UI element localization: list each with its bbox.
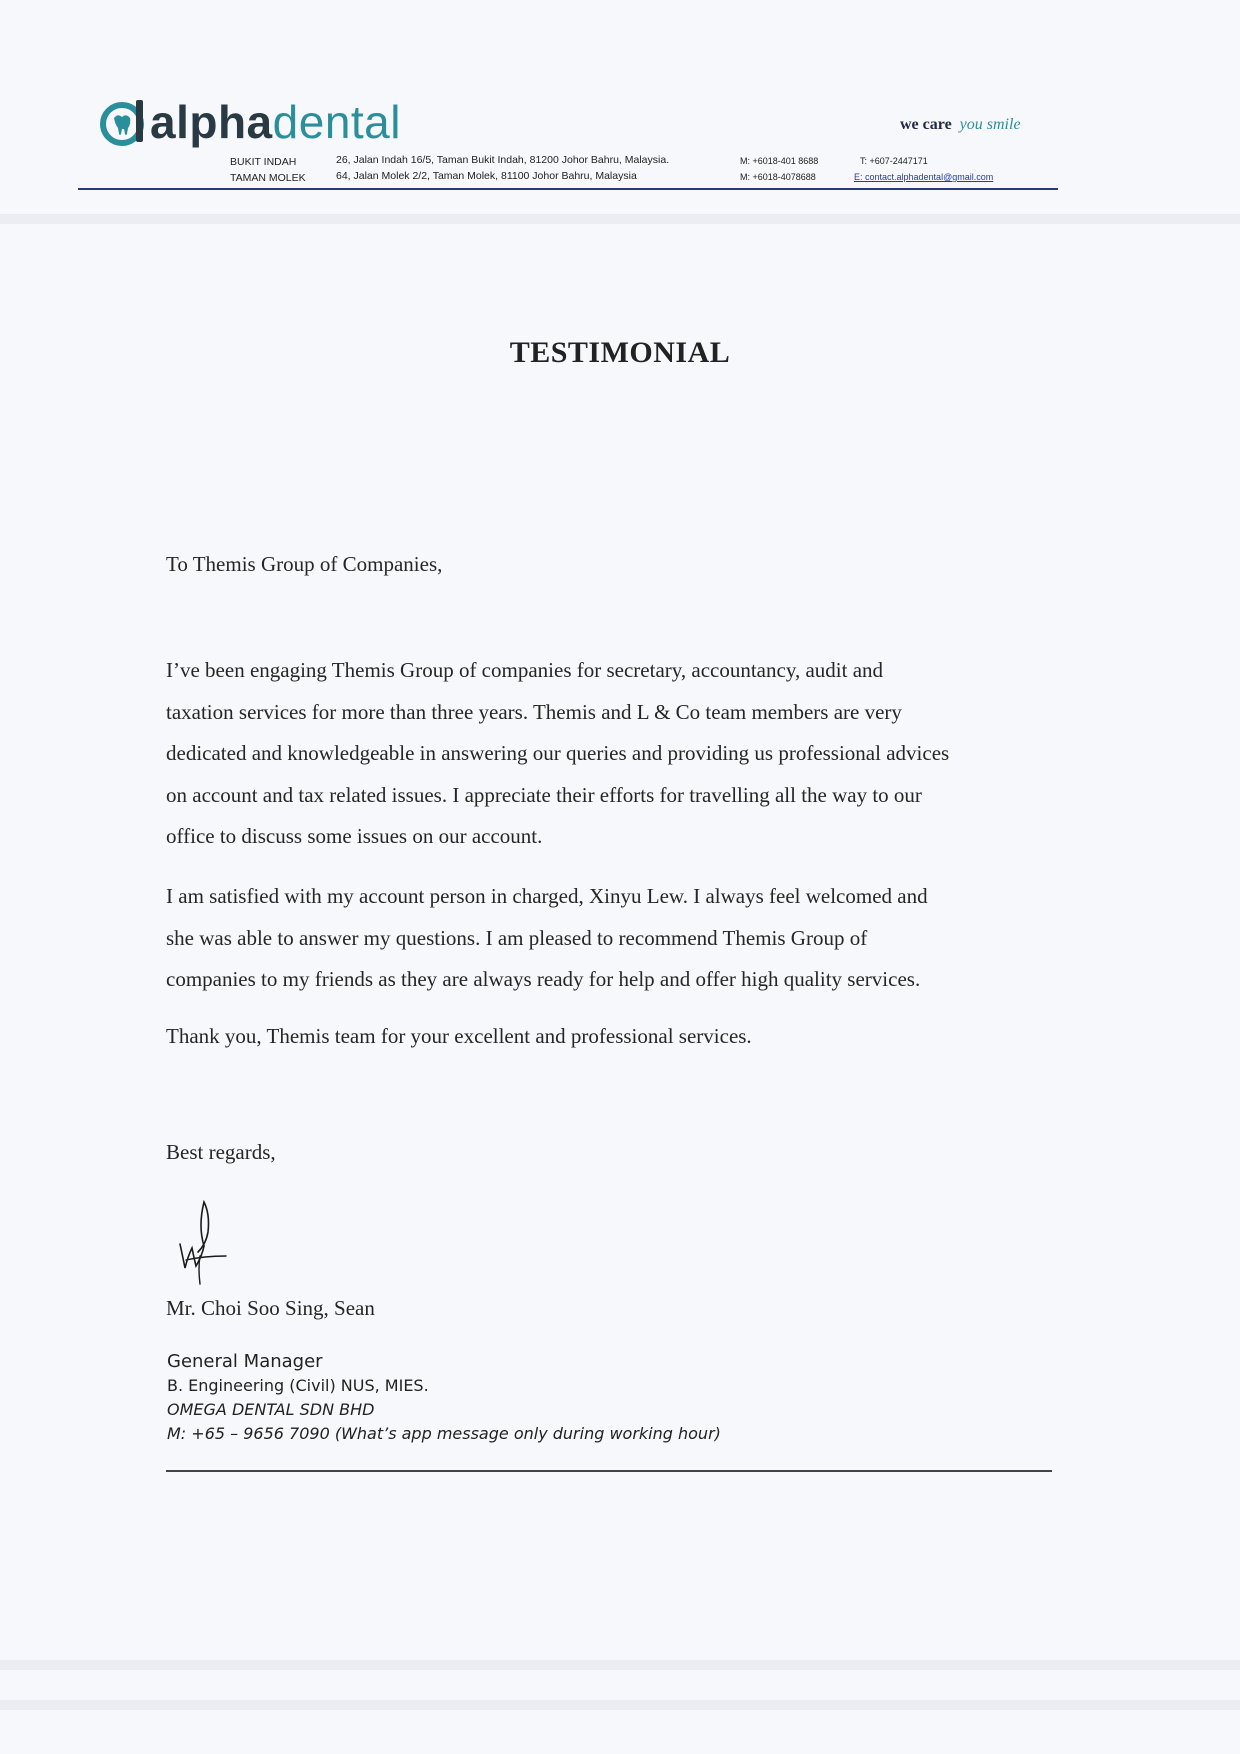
company-logo: [100, 98, 401, 146]
branch-address: 64, Jalan Molek 2/2, Taman Molek, 81100 Johor Bahru, Malaysia: [336, 170, 637, 182]
paragraph-line: on account and tax related issues. I appreciate their efforts for travelling all the way to our: [166, 782, 922, 807]
brand-name-dental: dental: [272, 96, 401, 148]
salutation: To Themis Group of Companies,: [166, 552, 443, 576]
signer-company: OMEGA DENTAL SDN BHD: [167, 1400, 375, 1419]
paragraph-line: I am satisfied with my account person in charged, Xinyu Lew. I always feel welcomed and: [166, 884, 928, 908]
scan-artifact: [0, 214, 1240, 224]
signer-details: [167, 1350, 721, 1446]
branch-email[interactable]: E: contact.alphadental@gmail.com: [854, 172, 994, 182]
paragraph-line: companies to my friends as they are always ready for help and offer high quality services.: [166, 967, 921, 991]
tagline-you-smile: you smile: [959, 116, 1021, 133]
signer-qualification: B. Engineering (Civil) NUS, MIES.: [167, 1376, 429, 1395]
paragraph-1: [166, 650, 1066, 858]
paragraph-line: taxation services for more than three years. Themis and L & Co team members are very: [166, 699, 902, 724]
branch-name: TAMAN MOLEK: [230, 172, 306, 184]
paragraph-line: I’ve been engaging Themis Group of companies for secretary, accountancy, audit and: [166, 658, 884, 682]
branch-mobile: M: +6018-401 8688: [740, 156, 819, 166]
branch-name: BUKIT INDAH: [230, 156, 297, 168]
tagline: [900, 116, 1021, 134]
signer-position: General Manager: [167, 1351, 323, 1372]
footer-divider: [166, 1470, 1052, 1472]
paragraph-line: office to discuss some issues on our account.: [166, 824, 543, 848]
branch-mobile: M: +6018-4078688: [740, 172, 816, 182]
signer-name: Mr. Choi Soo Sing, Sean: [166, 1296, 375, 1320]
paragraph-3: Thank you, Themis team for your excellent and professional services.: [166, 1024, 752, 1048]
scan-artifact: [0, 1700, 1240, 1710]
closing: Best regards,: [166, 1140, 276, 1164]
header-divider: [78, 188, 1058, 190]
branch-telephone: T: +607-2447171: [860, 156, 928, 166]
paragraph-line: dedicated and knowledgeable in answering our queries and providing us professional advices: [166, 741, 950, 765]
page-title: TESTIMONIAL: [509, 336, 731, 369]
scan-artifact: [0, 1660, 1240, 1670]
paragraph-2: [166, 876, 1066, 1001]
brand-name-alpha: alpha: [150, 96, 273, 148]
tooth-logo-icon: [100, 98, 148, 146]
paragraph-line: she was able to answer my questions. I am pleased to recommend Themis Group of: [166, 925, 868, 950]
signer-contact: M: +65 – 9656 7090 (What’s app message only during working hour): [167, 1424, 721, 1443]
tagline-we-care: we care: [900, 116, 952, 133]
branch-address: 26, Jalan Indah 16/5, Taman Bukit Indah, 81200 Johor Bahru, Malaysia.: [336, 154, 670, 166]
handwritten-signature-icon: [170, 1196, 240, 1286]
